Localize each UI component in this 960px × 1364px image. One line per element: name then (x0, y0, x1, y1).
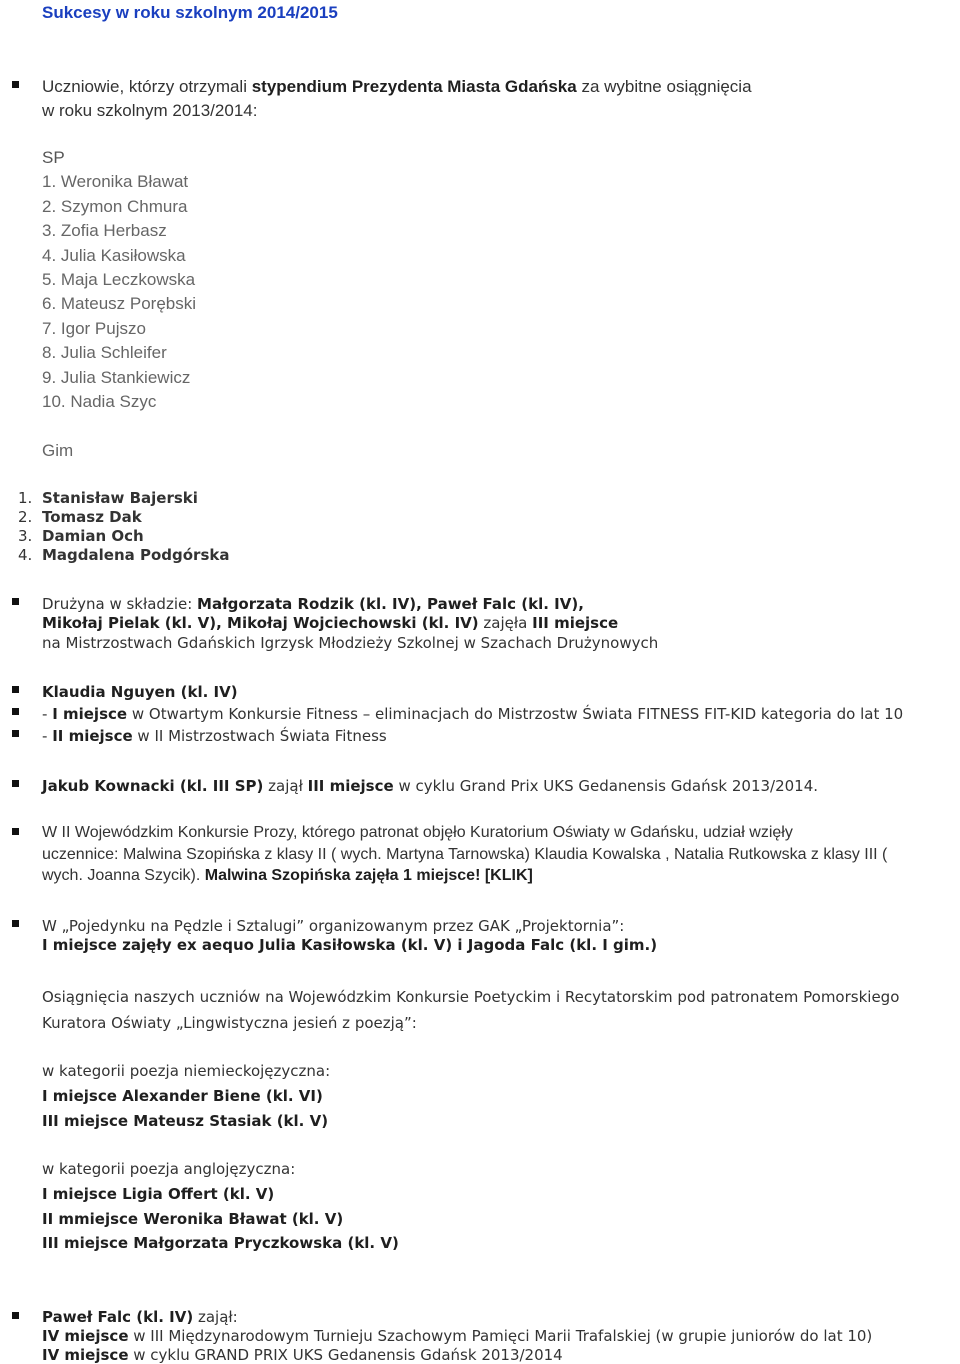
bullet-icon (12, 780, 19, 787)
chess-team-line3: na Mistrzostwach Gdańskich Igrzysk Młodzieży Szkolnej w Szachach Drużynowych (42, 634, 659, 652)
list-item: 10. Nadia Szyc (42, 392, 157, 411)
chess-team-names: Małgorzata Rodzik (kl. IV), Paweł Falc (kl. IV), (197, 595, 584, 613)
list-item: 8. Julia Schleifer (42, 343, 167, 362)
bullet-icon (12, 920, 19, 927)
scholarship-intro-line2: w roku szkolnym 2013/2014: (42, 101, 258, 120)
prose-line1: W II Wojewódzkim Konkursie Prozy, którego patronat objęło Kuratorium Oświaty w Gdańsku, udział wzięły (42, 824, 793, 841)
list-number: 3. (18, 527, 33, 545)
list-item: 7. Igor Pujszo (42, 319, 146, 338)
list-item: 4. Julia Kasiłowska (42, 246, 186, 265)
student-name: Damian Och (42, 527, 144, 545)
falc-line2 (42, 1327, 872, 1345)
list-item: 6. Mateusz Porębski (42, 294, 197, 313)
falc-line1 (42, 1308, 238, 1326)
falc-place: IV miejsce (42, 1346, 129, 1364)
poetry-english-winner: II mmiejsce Weronika Bławat (kl. V) (42, 1210, 344, 1228)
student-name: Stanisław Bajerski (42, 489, 198, 507)
fitness-text-1: w Otwartym Konkursie Fitness – eliminacjach do Mistrzostw Świata FITNESS FIT-KID kategoria do lat 10 (127, 705, 904, 723)
bullet-icon (12, 708, 19, 715)
dash: - (42, 727, 53, 745)
falc-text: w cyklu GRAND PRIX UKS Gedanensis Gdańsk 2013/2014 (128, 1346, 563, 1364)
list-number: 1. (18, 489, 33, 507)
list-item: 5. Maja Leczkowska (42, 270, 196, 289)
list-item (42, 489, 198, 507)
falc-text: w III Międzynarodowym Turnieju Szachowym Pamięci Marii Trafalskiej (w grupie juniorów do lat 10) (128, 1327, 873, 1345)
prose-line2: uczennice: Malwina Szopińska z klasy II ( wych. Martyna Tarnowska) Klaudia Kowalska , Natalia Rutkowska z klasy III ( (42, 846, 888, 863)
poetry-german-winner: I miejsce Alexander Biene (kl. VI) (42, 1087, 323, 1105)
prose-text: wych. Joanna Szycik). (42, 867, 205, 884)
painting-line1: W „Pojedynku na Pędzle i Sztalugi” organizowanym przez GAK „Projektornia”: (42, 917, 625, 935)
chess-team-line2 (42, 614, 618, 632)
student-name: Tomasz Dak (42, 508, 142, 526)
falc-text: zajął: (193, 1308, 238, 1326)
dash: - (42, 705, 53, 723)
poetry-german-label: w kategorii poezja niemieckojęzyczna: (42, 1062, 331, 1080)
painting-line2: I miejsce zajęły ex aequo Julia Kasiłowska (kl. V) i Jagoda Falc (kl. I gim.) (42, 936, 658, 954)
list-item: 9. Julia Stankiewicz (42, 368, 191, 387)
poetry-line1: Osiągnięcia naszych uczniów na Wojewódzkim Konkursie Poetyckim i Recytatorskim pod patronatem Pomorskiego (42, 988, 900, 1006)
list-item (42, 527, 144, 545)
list-item: 3. Zofia Herbasz (42, 221, 167, 240)
falc-line3 (42, 1346, 563, 1364)
bullet-icon (12, 828, 19, 835)
list-item (42, 508, 142, 526)
poetry-german-winner: III miejsce Mateusz Stasiak (kl. V) (42, 1112, 329, 1130)
scholarship-name: stypendium Prezydenta Miasta Gdańska (251, 77, 577, 96)
student-name: Magdalena Podgórska (42, 546, 230, 564)
scholarship-intro-text-end: za wybitne osiągnięcia (576, 77, 752, 96)
sp-label: SP (42, 148, 65, 167)
list-item (18, 546, 32, 564)
fitness-place-2: II miejsce (52, 727, 133, 745)
chess-team-names-2: Mikołaj Pielak (kl. V), Mikołaj Wojciechowski (kl. IV) (42, 614, 479, 632)
scholarship-intro-text: Uczniowie, którzy otrzymali (42, 77, 252, 96)
list-item: 2. Szymon Chmura (42, 197, 188, 216)
chess-team-text: Drużyna w składzie: (42, 595, 198, 613)
chess-team-place: III miejsce (532, 614, 619, 632)
bullet-icon (12, 1312, 19, 1319)
bullet-icon (12, 730, 19, 737)
gim-label: Gim (42, 441, 74, 460)
list-number: 4. (18, 546, 33, 564)
poetry-english-label: w kategorii poezja anglojęzyczna: (42, 1160, 296, 1178)
falc-place: IV miejsce (42, 1327, 129, 1345)
list-item (18, 489, 32, 507)
bullet-icon (12, 598, 19, 605)
poetry-english-winner: I miejsce Ligia Offert (kl. V) (42, 1185, 275, 1203)
fitness-place-1: I miejsce (52, 705, 128, 723)
kownacki-place: III miejsce (307, 777, 394, 795)
list-item (18, 527, 32, 545)
list-item (42, 546, 230, 564)
prose-line3 (42, 867, 533, 885)
kownacki-line (42, 777, 818, 795)
kownacki-name: Jakub Kownacki (kl. III SP) (42, 777, 264, 795)
chess-team-line1 (42, 595, 584, 613)
kownacki-text: zajął (263, 777, 308, 795)
page-title: Sukcesy w roku szkolnym 2014/2015 (42, 3, 338, 22)
poetry-line2: Kuratora Oświaty „Lingwistyczna jesień z poezją”: (42, 1014, 417, 1032)
kownacki-text-end: w cyklu Grand Prix UKS Gedanensis Gdańsk 2013/2014. (393, 777, 819, 795)
chess-team-text-2: zajęła (478, 614, 533, 632)
falc-name: Paweł Falc (kl. IV) (42, 1308, 194, 1326)
fitness-line3 (42, 727, 387, 745)
fitness-text-2: w II Mistrzostwach Świata Fitness (132, 727, 387, 745)
bullet-icon (12, 81, 19, 88)
scholarship-intro (42, 77, 752, 97)
list-item (18, 508, 32, 526)
list-number: 2. (18, 508, 33, 526)
fitness-student: Klaudia Nguyen (kl. IV) (42, 683, 238, 701)
bullet-icon (12, 686, 19, 693)
fitness-line2 (42, 705, 903, 723)
list-item: 1. Weronika Bławat (42, 172, 189, 191)
poetry-english-winner: III miejsce Małgorzata Pryczkowska (kl. V) (42, 1234, 399, 1252)
prose-winner-link[interactable]: Malwina Szopińska zajęła 1 miejsce! [KLIK] (204, 867, 533, 884)
